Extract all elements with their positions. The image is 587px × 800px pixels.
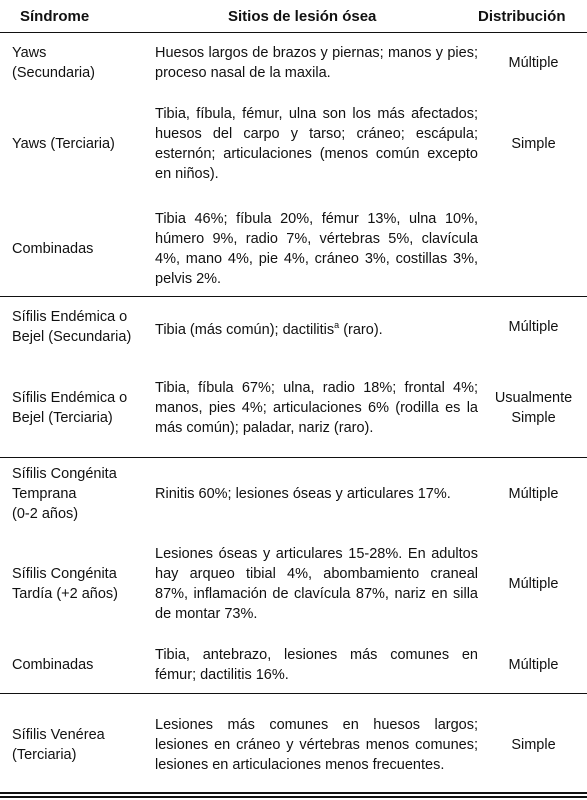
cell-distribution: Múltiple — [508, 576, 559, 592]
table-row — [0, 35, 587, 90]
cell-sites: Tibia, antebrazo, lesiones más comunes en fémur; dactilitis 16%. — [155, 647, 478, 683]
cell-sites: Lesiones más comunes en huesos largos; lesiones en cráneo y vértebras menos comunes; lesiones en articulaciones menos frecuentes. — [155, 717, 478, 773]
cell-syndrome: Combinadas — [12, 657, 94, 673]
cell-syndrome: Sífilis Endémica o Bejel (Terciaria) — [12, 390, 128, 426]
cell-distribution: Simple — [511, 136, 556, 152]
group-rule — [0, 457, 587, 458]
cell-distribution — [480, 205, 587, 293]
cell-sites: Rinitis 60%; lesiones óseas y articulares 17%. — [155, 486, 451, 502]
header-distribution: Distribución — [478, 8, 566, 25]
table-row — [0, 364, 587, 452]
cell-distribution: Múltiple — [508, 486, 559, 502]
cell-syndrome: Yaws (Secundaria) — [12, 44, 96, 81]
cell-sites: Tibia (más común); dactilitis$^a$ (raro). — [155, 319, 383, 338]
cell-syndrome: Sífilis Congénita Temprana (0-2 años) — [12, 466, 117, 522]
cell-syndrome: Sífilis Venérea (Terciaria) — [12, 727, 105, 763]
cell-sites: Tibia 46%; fíbula 20%, fémur 13%, ulna 10%, húmero 9%, radio 7%, vértebras 5%, clavícula 4%, mano 4%, pie 4%, cráneo 3%, costillas 3%, pelvis 2%. — [155, 211, 478, 287]
table-row — [0, 205, 587, 293]
cell-distribution: Múltiple — [508, 657, 559, 673]
cell-distribution: Simple — [511, 737, 556, 753]
cell-syndrome: Yaws (Terciaria) — [12, 136, 115, 152]
bottom-rule-bottom — [0, 796, 587, 798]
cell-syndrome: Sífilis Congénita Tardía (+2 años) — [12, 566, 118, 602]
table-row — [0, 540, 587, 628]
cell-sites: Huesos largos de brazos y piernas; manos y pies; proceso nasal de la maxila. — [155, 44, 478, 81]
table-row — [0, 301, 587, 353]
cell-syndrome: Sífilis Endémica o Bejel (Secundaria) — [12, 309, 132, 345]
table-row — [0, 643, 587, 687]
cell-syndrome: Combinadas — [12, 241, 94, 257]
header-sites: Sitios de lesión ósea — [228, 8, 377, 25]
header-rule — [0, 32, 587, 33]
group-rule — [0, 693, 587, 694]
header-syndrome: Síndrome — [20, 8, 90, 25]
table-row — [0, 703, 587, 787]
table-header — [0, 0, 587, 34]
bottom-rule-top — [0, 792, 587, 794]
table-row — [0, 100, 587, 188]
cell-sites: Tibia, fíbula, fémur, ulna son los más afectados; huesos del carpo y tarso; cráneo; escápula; esternón; articulaciones (menos común excepto en niños). — [155, 106, 478, 182]
cell-distribution: Usualmente Simple — [494, 390, 573, 426]
cell-sites: Lesiones óseas y articulares 15-28%. En adultos hay arqueo tibial 4%, abombamiento craneal 87%, inflamación de clavícula 87%, nariz en silla de montar 73%. — [155, 546, 478, 622]
cell-sites: Tibia, fíbula 67%; ulna, radio 18%; frontal 4%; manos, pies 4%; articulaciones 6% (rodilla es la más común); paladar, nariz (raro). — [155, 380, 478, 436]
cell-distribution: Múltiple — [508, 319, 559, 335]
cell-distribution: Múltiple — [508, 54, 559, 71]
table-row — [0, 461, 587, 527]
footnote-marker: a — [334, 319, 340, 330]
group-rule — [0, 296, 587, 297]
